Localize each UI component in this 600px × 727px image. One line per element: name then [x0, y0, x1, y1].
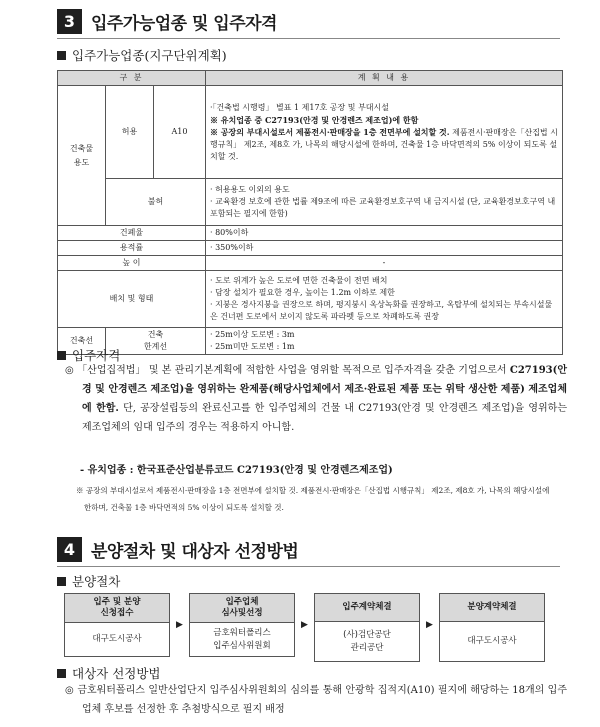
qualification-text-1: 「산업집적법」 및 본 관리기본계획에 적합한 사업을 영위할 목적으로 입주자격을 갖춘 기업으로서 — [77, 365, 510, 376]
qualification-note: ※ 공장의 부대시설로서 제품전시·판매장을 1층 전면부에 설치할 것. 제품전시·판매장은「산집법 시행규칙」 제2조, 제8호 가, 나목의 해당시설에 한하며, 건축물 1층 바닥면적의 5% 이상이 되도록 설치할 것. — [76, 486, 550, 512]
flow-step-move-in-contract — [314, 593, 420, 662]
allow-line-3b: 제품전시·판매장은「산집법 시행규칙」 제2조, 제8호 가, 나목의 해당시설에 한하며, 건축물 1층 바닥면적의 5% 이상이 되도록 설치할 것. — [210, 127, 558, 161]
subheading-selection-text: 대상자 선정방법 — [72, 666, 161, 681]
bcr-label: 건폐율 — [58, 226, 206, 241]
square-bullet-icon — [57, 351, 66, 360]
flow-step-3-body: (사)검단공단 관리공단 — [343, 629, 391, 653]
subheading-industries — [57, 46, 227, 64]
square-bullet-icon — [57, 577, 66, 586]
section-4-title: 분양절차 및 대상자 선정방법 — [91, 542, 299, 562]
flow-step-2-body: 금호워터폴리스 입주심사위원회 — [213, 627, 271, 651]
flow-arrow-icon: ▶ — [426, 620, 433, 630]
qualification-text-2: 단, 공장설립등의 완료신고를 한 입주업체의 건물 내 C27193(안경 및 안경렌즈 제조업)을 영위하는 제조업체의 임대 입주의 경우는 적용하지 아니함. — [82, 403, 567, 433]
double-circle-bullet-icon: ◎ — [65, 685, 74, 696]
section-4-header — [57, 537, 298, 562]
table-row-bcr — [58, 226, 563, 241]
setback-content — [206, 328, 563, 355]
table-row-far — [58, 241, 563, 256]
flow-arrow-icon: ▶ — [176, 620, 183, 630]
subheading-industries-text: 입주가능업종(지구단위계획) — [72, 48, 227, 63]
allow-line-3a: ※ 공장의 부대시설로서 제품전시·판매장을 1층 전면부에 설치할 것. — [210, 126, 450, 137]
flow-step-4-head: 분양계약체결 — [440, 594, 544, 622]
table-row-deny — [58, 179, 563, 226]
allow-line-1: ·「건축법 시행령」 별표 1 제17호 공장 및 부대시설 — [210, 102, 389, 112]
flow-step-application — [64, 593, 170, 657]
setback-sub-1: 건축 — [147, 330, 164, 339]
subheading-procedure — [57, 572, 120, 590]
section-3-number: 3 — [57, 9, 82, 34]
layout-content — [206, 271, 563, 328]
setback-line-2: · 25m미만 도로변 : 1m — [210, 342, 295, 351]
table-header-content: 계 획 내 용 — [206, 71, 563, 86]
setback-sublabel — [106, 328, 206, 355]
allow-line-2: ※ 유치업종 중 C27193(안경 및 안경렌즈 제조업)에 한함 — [210, 114, 419, 125]
selection-paragraph — [65, 681, 567, 719]
deny-label: 불허 — [106, 179, 206, 226]
flow-step-sale-contract — [439, 593, 545, 662]
double-circle-bullet-icon: ◎ — [65, 365, 74, 376]
far-label: 용적률 — [58, 241, 206, 256]
table-row-height — [58, 256, 563, 271]
section-3-divider — [57, 38, 560, 39]
selection-text: 금호워터폴리스 일반산업단지 입주심사위원회의 심의를 통해 안광학 집적지(A10) 필지에 해당하는 18개의 입주업체 후보를 선정한 후 추첨방식으로 필지 배정 — [77, 685, 567, 715]
zoning-spec-table — [57, 70, 563, 355]
allow-label: 허용 — [106, 86, 154, 179]
deny-line-2: · 교육환경 보호에 관한 법률 제9조에 따른 교육환경보호구역 내 금지시설 (단, 교육환경보호구역 내 포함되는 필지에 한함) — [210, 197, 556, 218]
section-3-header — [57, 9, 277, 34]
induced-industry-line: - 유치업종 : 한국표준산업분류코드 C27193(안경 및 안경렌즈제조업) — [80, 465, 393, 476]
qualification-paragraph — [65, 361, 567, 437]
allow-code: A10 — [154, 86, 206, 179]
setback-line-1: · 25m이상 도로변 : 3m — [210, 330, 295, 339]
subheading-procedure-text: 분양절차 — [72, 574, 121, 589]
far-value: · 350%이하 — [206, 241, 563, 256]
row-group-building-use: 건축물 용도 — [58, 86, 106, 226]
subheading-qualification-text: 입주자격 — [72, 348, 121, 363]
flow-step-1-body: 대구도시공사 — [92, 634, 142, 644]
table-header-category: 구 분 — [58, 71, 206, 86]
flow-step-1-head: 입주 및 분양 신청접수 — [65, 594, 169, 623]
setback-sub-2: 한계선 — [143, 342, 168, 351]
bcr-value: · 80%이하 — [206, 226, 563, 241]
flow-step-3-head: 입주계약체결 — [315, 594, 419, 622]
flow-arrow-icon: ▶ — [301, 620, 308, 630]
table-row-setback — [58, 328, 563, 355]
layout-label: 배치 및 형태 — [58, 271, 206, 328]
flow-step-4-body: 대구도시공사 — [467, 636, 517, 646]
section-4-number: 4 — [57, 537, 82, 562]
table-row-layout — [58, 271, 563, 328]
allow-content — [206, 86, 563, 179]
section-4-divider — [57, 566, 560, 567]
table-header-row — [58, 71, 563, 86]
deny-line-1: · 허용용도 이외의 용도 — [210, 185, 290, 194]
layout-line-2: · 담장 설치가 필요한 경우, 높이는 1.2m 이하로 제한 — [210, 288, 395, 297]
setback-label: 건축선 — [58, 328, 106, 355]
subheading-selection — [57, 664, 161, 682]
layout-line-3: · 지붕은 경사지붕을 권장으로 하며, 평지붕시 옥상녹화를 권장하고, 옥탑부에 설치되는 부속시설물은 건너편 도로에서 보이지 않도록 파라펫 등으로 차폐하도록 권장 — [210, 300, 553, 321]
deny-content — [206, 179, 563, 226]
qualification-bold-text: C27193(안경 및 안경렌즈 제조업)을 영위하는 완제품(해당사업체에서 제조·완료된 제품 또는 위탁 생산한 제품) 제조업체에 한함. — [82, 365, 567, 414]
flow-step-2-head: 입주업체 심사및선정 — [190, 594, 294, 623]
table-row-allow — [58, 86, 563, 179]
layout-line-1: · 도로 위계가 높은 도로에 면한 건축물이 전면 배치 — [210, 276, 388, 285]
height-label: 높 이 — [58, 256, 206, 271]
height-value: - — [206, 256, 563, 271]
flow-step-screening — [189, 593, 295, 657]
square-bullet-icon — [57, 669, 66, 678]
section-3-title: 입주가능업종 및 입주자격 — [91, 14, 277, 34]
square-bullet-icon — [57, 51, 66, 60]
